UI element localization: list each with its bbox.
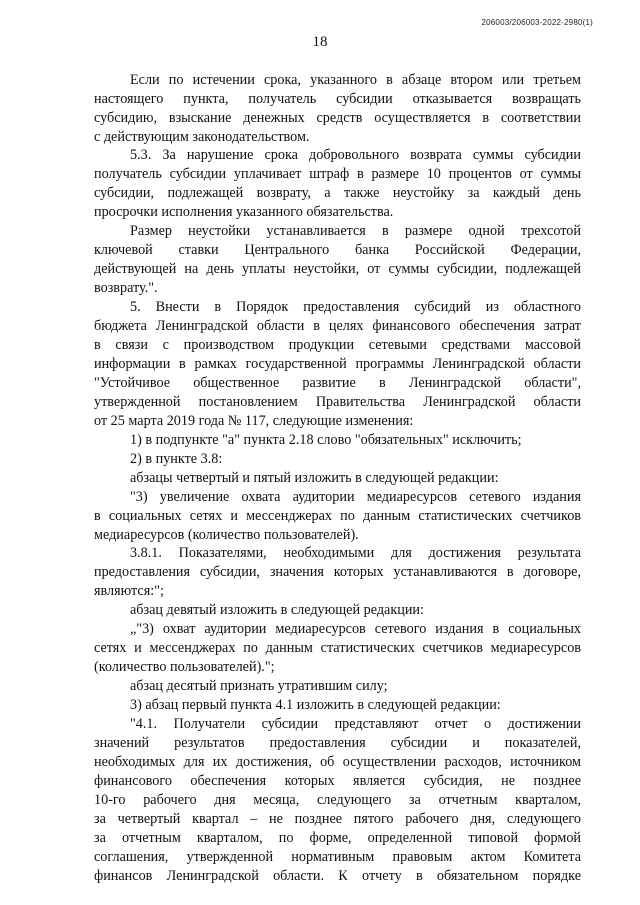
text-line: 2) в пункте 3.8: — [130, 451, 223, 467]
text-line: "4.1. Получатели субсидии представляют отчет о достижении — [130, 716, 581, 732]
text-line: абзац десятый признать утратившим силу; — [130, 678, 388, 694]
text-line: 10-го рабочего дня месяца, следующего за отчетным кварталом, — [94, 792, 581, 808]
text-line: "Устойчивое общественное развитие в Ленинградской области", — [94, 375, 581, 391]
text-line: 1) в подпункте "а" пункта 2.18 слово "обязательных" исключить; — [130, 432, 522, 448]
text-line: информации в рамках государственной программы Ленинградской области — [94, 356, 581, 372]
text-line: ключевой ставки Центрального банка Российской Федерации, — [94, 242, 581, 258]
text-line: предоставления субсидии, значения которых устанавливаются в договоре, — [94, 564, 581, 580]
text-line: 5.3. За нарушение срока добровольного возврата суммы субсидии — [130, 147, 581, 163]
text-line: за отчетным кварталом, по форме, определенной типовой формой — [94, 830, 581, 846]
text-line: являются:"; — [94, 583, 164, 599]
text-line: субсидии, подлежащей возврату, а также неустойку за каждый день — [94, 185, 581, 201]
text-line: в социальных сетях и мессенджерах по данным статистических счетчиков — [94, 508, 581, 524]
text-line: соглашения, утвержденной нормативным правовым актом Комитета — [94, 849, 581, 865]
text-line: от 25 марта 2019 года № 117, следующие изменения: — [94, 413, 414, 429]
text-line: возврату.". — [94, 280, 158, 296]
text-line: с действующим законодательством. — [94, 129, 310, 145]
document-id: 206003/206003-2022-2980(1) — [481, 18, 593, 27]
text-line: просрочки исполнения указанного обязательства. — [94, 204, 394, 220]
text-line: абзац девятый изложить в следующей редакции: — [130, 602, 424, 618]
text-line: утвержденной постановлением Правительства Ленинградской области — [94, 394, 581, 410]
text-line: 3.8.1. Показателями, необходимыми для достижения результата — [130, 545, 581, 561]
text-line: значений результатов предоставления субсидии и показателей, — [94, 735, 581, 751]
text-line: финансового обеспечения которых является субсидия, не позднее — [94, 773, 581, 789]
text-line: Размер неустойки устанавливается в размере одной трехсотой — [130, 223, 581, 239]
text-line: бюджета Ленинградской области в целях финансового обеспечения затрат — [94, 318, 581, 334]
text-line: Если по истечении срока, указанного в абзаце втором или третьем — [130, 72, 581, 88]
page-number: 18 — [312, 34, 328, 50]
text-line: действующей на день уплаты неустойки, от суммы субсидии, подлежащей — [94, 261, 581, 277]
text-line: финансов Ленинградской области. К отчету в обязательном порядке — [94, 868, 581, 884]
text-line: сетях и мессенджерах по данным статистических счетчиков медиаресурсов — [94, 640, 581, 656]
text-line: (количество пользователей)."; — [94, 659, 275, 675]
text-line: медиаресурсов (количество пользователей). — [94, 527, 359, 543]
text-line: настоящего пункта, получатель субсидии отказывается возвращать — [94, 91, 581, 107]
text-line: субсидию, взыскание денежных средств осуществляется в соответствии — [94, 110, 581, 126]
text-line: 3) абзац первый пункта 4.1 изложить в следующей редакции: — [130, 697, 501, 713]
text-line: необходимых для их достижения, об осуществлении расходов, источником — [94, 754, 581, 770]
text-line: за четвертый квартал – не позднее пятого рабочего дня, следующего — [94, 811, 581, 827]
text-line: 5. Внести в Порядок предоставления субсидий из областного — [130, 299, 581, 315]
text-line: абзацы четвертый и пятый изложить в следующей редакции: — [130, 470, 499, 486]
text-line: „"3) охват аудитории медиаресурсов сетевого издания в социальных — [130, 621, 581, 637]
text-line: в связи с производством продукции сетевыми средствами массовой — [94, 337, 581, 353]
text-line: получатель субсидии уплачивает штраф в размере 10 процентов от суммы — [94, 166, 581, 182]
text-line: "3) увеличение охвата аудитории медиаресурсов сетевого издания — [130, 489, 581, 505]
